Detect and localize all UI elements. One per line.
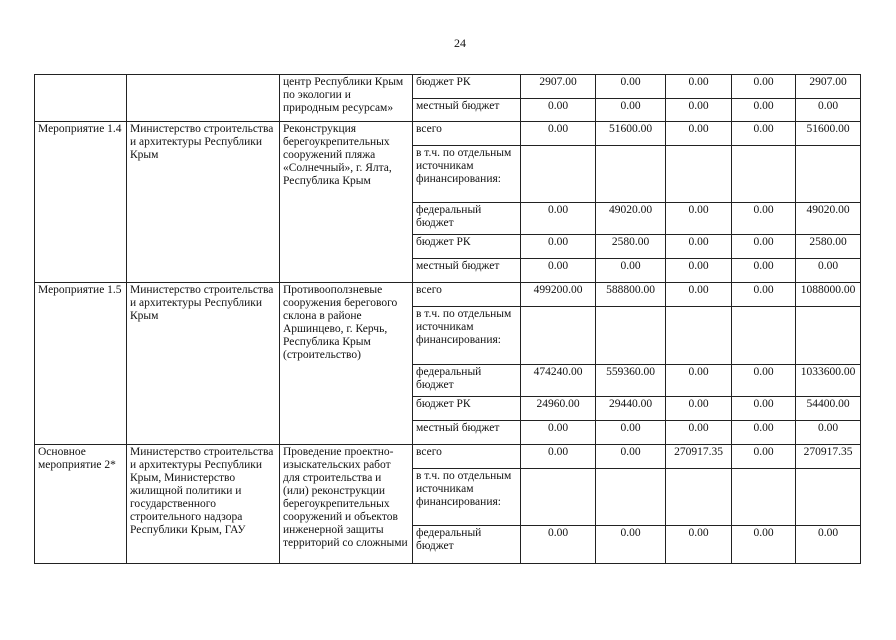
value-cell: 49020.00: [596, 203, 666, 235]
value-cell: 0.00: [732, 397, 796, 421]
value-cell: 29440.00: [596, 397, 666, 421]
value-cell: 0.00: [732, 75, 796, 99]
value-cell: 0.00: [666, 283, 732, 307]
value-cell: 0.00: [666, 235, 732, 259]
source-cell: всего: [413, 283, 521, 307]
value-cell: [732, 146, 796, 203]
value-cell: 0.00: [666, 122, 732, 146]
value-cell: 0.00: [666, 421, 732, 445]
value-cell: 2580.00: [796, 235, 861, 259]
source-cell: в т.ч. по отдельным источникам финансирования:: [413, 307, 521, 365]
object-cell: центр Республики Крым по экологии и природным ресурсам»: [280, 75, 413, 122]
value-cell: 0.00: [732, 99, 796, 122]
value-cell: [521, 146, 596, 203]
value-cell: [796, 307, 861, 365]
value-cell: 0.00: [666, 397, 732, 421]
value-cell: 54400.00: [796, 397, 861, 421]
value-cell: 0.00: [666, 526, 732, 564]
org-cell: Министерство строительства и архитектуры Республики Крым: [127, 122, 280, 283]
measure-label-cell: [35, 75, 127, 122]
value-cell: 0.00: [521, 99, 596, 122]
value-cell: 0.00: [596, 421, 666, 445]
value-cell: 499200.00: [521, 283, 596, 307]
value-cell: 0.00: [521, 259, 596, 283]
table-row: [35, 283, 861, 307]
value-cell: [596, 469, 666, 526]
value-cell: 2907.00: [521, 75, 596, 99]
source-cell: всего: [413, 445, 521, 469]
value-cell: 0.00: [796, 526, 861, 564]
value-cell: 0.00: [732, 365, 796, 397]
value-cell: 24960.00: [521, 397, 596, 421]
table-row: [35, 75, 861, 99]
source-cell: федеральный бюджет: [413, 203, 521, 235]
measure-label-cell: Мероприятие 1.5: [35, 283, 127, 445]
value-cell: [521, 469, 596, 526]
source-cell: федеральный бюджет: [413, 526, 521, 564]
value-cell: 0.00: [521, 122, 596, 146]
org-cell: Министерство строительства и архитектуры Республики Крым, Министерство жилищной политики и государственного строительного надзора Республики Крым, ГАУ: [127, 445, 280, 564]
value-cell: [732, 307, 796, 365]
value-cell: 1033600.00: [796, 365, 861, 397]
object-cell: Противооползневые сооружения берегового склона в районе Аршинцево, г. Керчь, Республика Крым (строительство): [280, 283, 413, 445]
value-cell: 270917.35: [796, 445, 861, 469]
page-number: 24: [454, 36, 466, 50]
source-cell: местный бюджет: [413, 421, 521, 445]
value-cell: 0.00: [732, 235, 796, 259]
value-cell: 0.00: [666, 75, 732, 99]
source-cell: бюджет РК: [413, 397, 521, 421]
value-cell: 559360.00: [596, 365, 666, 397]
org-cell: Министерство строительства и архитектуры Республики Крым: [127, 283, 280, 445]
value-cell: 0.00: [732, 445, 796, 469]
value-cell: 0.00: [732, 526, 796, 564]
value-cell: [796, 469, 861, 526]
value-cell: 0.00: [596, 526, 666, 564]
value-cell: 1088000.00: [796, 283, 861, 307]
value-cell: [666, 469, 732, 526]
value-cell: 0.00: [732, 283, 796, 307]
source-cell: бюджет РК: [413, 75, 521, 99]
value-cell: 0.00: [732, 259, 796, 283]
value-cell: [732, 469, 796, 526]
value-cell: 0.00: [596, 99, 666, 122]
table-body: [35, 75, 861, 564]
value-cell: 2907.00: [796, 75, 861, 99]
value-cell: 270917.35: [666, 445, 732, 469]
value-cell: 0.00: [666, 203, 732, 235]
value-cell: 49020.00: [796, 203, 861, 235]
value-cell: [596, 307, 666, 365]
value-cell: 2580.00: [596, 235, 666, 259]
source-cell: всего: [413, 122, 521, 146]
value-cell: 0.00: [796, 259, 861, 283]
object-cell: Проведение проектно-изыскательских работ для строительства и (или) реконструкции берегоукрепительных сооружений и объектов инженерной защиты территорий со сложными: [280, 445, 413, 564]
value-cell: 0.00: [666, 99, 732, 122]
value-cell: 0.00: [596, 259, 666, 283]
value-cell: [521, 307, 596, 365]
value-cell: 0.00: [521, 421, 596, 445]
value-cell: 0.00: [521, 203, 596, 235]
source-cell: местный бюджет: [413, 259, 521, 283]
table-row: [35, 122, 861, 146]
table-row: [35, 445, 861, 469]
value-cell: 474240.00: [521, 365, 596, 397]
value-cell: 0.00: [796, 99, 861, 122]
value-cell: 0.00: [796, 421, 861, 445]
value-cell: [666, 307, 732, 365]
value-cell: 0.00: [732, 122, 796, 146]
source-cell: бюджет РК: [413, 235, 521, 259]
source-cell: местный бюджет: [413, 99, 521, 122]
value-cell: [596, 146, 666, 203]
source-cell: федеральный бюджет: [413, 365, 521, 397]
measure-label-cell: Основное мероприятие 2*: [35, 445, 127, 564]
org-cell: [127, 75, 280, 122]
value-cell: 51600.00: [796, 122, 861, 146]
value-cell: 0.00: [666, 365, 732, 397]
value-cell: [666, 146, 732, 203]
value-cell: 0.00: [521, 526, 596, 564]
value-cell: 588800.00: [596, 283, 666, 307]
value-cell: 0.00: [732, 203, 796, 235]
value-cell: 51600.00: [596, 122, 666, 146]
value-cell: 0.00: [521, 445, 596, 469]
measure-label-cell: Мероприятие 1.4: [35, 122, 127, 283]
value-cell: [796, 146, 861, 203]
value-cell: 0.00: [732, 421, 796, 445]
source-cell: в т.ч. по отдельным источникам финансирования:: [413, 146, 521, 203]
budget-table: [34, 74, 861, 564]
object-cell: Реконструкция берегоукрепительных сооружений пляжа «Солнечный», г. Ялта, Республика Крым: [280, 122, 413, 283]
value-cell: 0.00: [521, 235, 596, 259]
value-cell: 0.00: [596, 445, 666, 469]
source-cell: в т.ч. по отдельным источникам финансирования:: [413, 469, 521, 526]
value-cell: 0.00: [666, 259, 732, 283]
value-cell: 0.00: [596, 75, 666, 99]
